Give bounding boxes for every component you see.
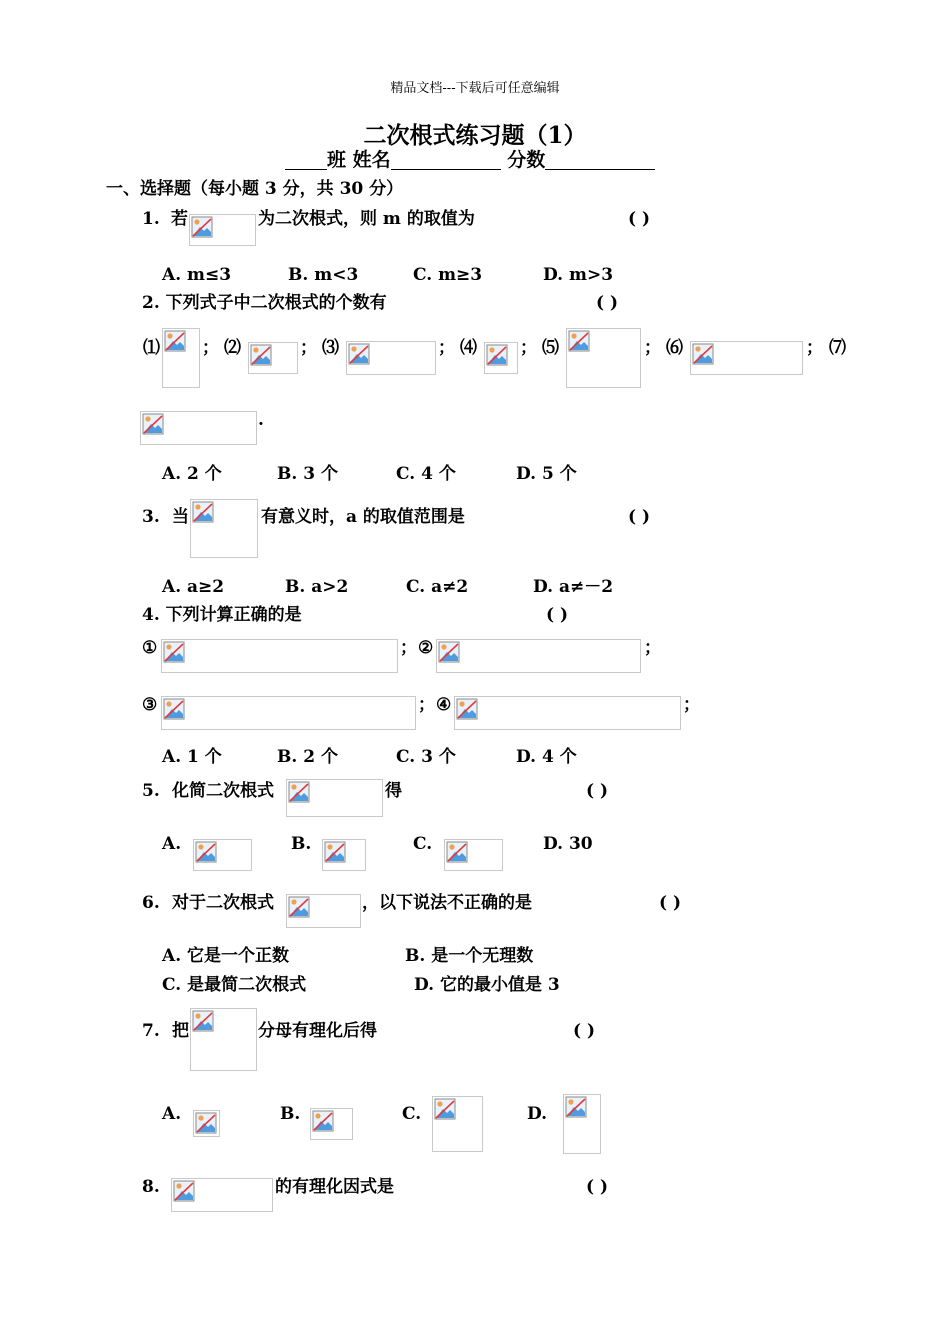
- broken-image-icon: [173, 1180, 195, 1202]
- broken-image-icon: [324, 841, 346, 863]
- q7-option-a[interactable]: A.: [162, 1104, 182, 1124]
- q3-number: 3.: [142, 507, 160, 527]
- q4-answer-paren[interactable]: ( ): [546, 605, 569, 625]
- q2-sep: ；: [438, 338, 455, 358]
- q2-expr-1-image: [162, 328, 200, 388]
- q6-option-d[interactable]: D. 它的最小值是 3: [414, 975, 560, 995]
- q2-sep: ；: [806, 338, 823, 358]
- broken-image-icon: [191, 216, 213, 238]
- q5-answer-paren[interactable]: ( ): [586, 781, 609, 801]
- q1-pre: 若: [171, 209, 188, 229]
- score-label: 分数: [507, 149, 546, 171]
- broken-image-icon: [434, 1098, 456, 1120]
- broken-image-icon: [250, 344, 272, 366]
- broken-image-icon: [438, 641, 460, 663]
- broken-image-icon: [195, 1112, 217, 1134]
- q4-circle-4: ④: [436, 695, 452, 715]
- class-label: 班: [327, 149, 347, 171]
- broken-image-icon: [692, 343, 714, 365]
- q6-option-c[interactable]: C. 是最简二次根式: [162, 975, 307, 995]
- q1-option-d[interactable]: D. m>3: [543, 265, 614, 285]
- q3-option-c[interactable]: C. a≠2: [406, 577, 469, 597]
- q4-calc-1-image: [161, 639, 398, 673]
- q7-option-b-image: [310, 1108, 353, 1140]
- q2-option-d[interactable]: D. 5 个: [516, 464, 577, 484]
- broken-image-icon: [288, 896, 310, 918]
- q6-stem: ，以下说法不正确的是: [362, 893, 532, 913]
- q4-calc-3-image: [161, 696, 416, 730]
- q1-option-c[interactable]: C. m≥3: [413, 265, 483, 285]
- broken-image-icon: [192, 1010, 214, 1032]
- q6-formula-image: [286, 894, 361, 928]
- q4-sep: ；: [683, 695, 700, 715]
- q2-expr-5-image: [566, 328, 641, 388]
- q2-label-1: ⑴: [143, 338, 160, 358]
- q3-stem: 有意义时，a 的取值范围是: [261, 507, 465, 527]
- q7-option-b[interactable]: B.: [280, 1104, 301, 1124]
- q7-option-c-image: [432, 1096, 483, 1152]
- q6-option-a[interactable]: A. 它是一个正数: [162, 946, 290, 966]
- q7-number: 7.: [142, 1021, 160, 1041]
- q7-stem: 分母有理化后得: [258, 1021, 377, 1041]
- q5-option-b[interactable]: B.: [291, 834, 312, 854]
- q5-formula-image: [286, 779, 383, 817]
- q2-answer-paren[interactable]: ( ): [596, 293, 619, 313]
- q5-option-d[interactable]: D. 30: [543, 834, 593, 854]
- q6-number: 6.: [142, 893, 160, 913]
- q5-option-a[interactable]: A.: [162, 834, 182, 854]
- q1-option-a[interactable]: A. m≤3: [162, 265, 232, 285]
- q2-sep: ；: [520, 338, 537, 358]
- broken-image-icon: [142, 413, 164, 435]
- q2-label-3: ⑶: [322, 338, 339, 358]
- q5-post: 得: [385, 781, 402, 801]
- q4-calc-2-image: [436, 639, 641, 673]
- q3-formula-image: [190, 499, 258, 558]
- q2-sep: ；: [300, 338, 317, 358]
- broken-image-icon: [348, 343, 370, 365]
- q2-label-4: ⑷: [460, 338, 477, 358]
- broken-image-icon: [163, 641, 185, 663]
- q4-calc-4-image: [454, 696, 681, 730]
- q2-label-6: ⑹: [666, 338, 683, 358]
- q6-pre: 对于二次根式: [172, 893, 274, 913]
- q1-formula-image: [189, 214, 256, 246]
- q2-sep: ；: [644, 338, 661, 358]
- q4-circle-3: ③: [142, 695, 158, 715]
- q3-answer-paren[interactable]: ( ): [628, 507, 651, 527]
- broken-image-icon: [565, 1096, 587, 1118]
- q3-option-a[interactable]: A. a≥2: [162, 577, 225, 597]
- q2-expr-2-image: [248, 342, 298, 374]
- q7-option-c[interactable]: C.: [402, 1104, 422, 1124]
- q2-option-c[interactable]: C. 4 个: [396, 464, 456, 484]
- q2-option-b[interactable]: B. 3 个: [277, 464, 338, 484]
- q5-number: 5.: [142, 781, 160, 801]
- q4-option-a[interactable]: A. 1 个: [162, 747, 222, 767]
- q7-answer-paren[interactable]: ( ): [573, 1021, 596, 1041]
- q8-formula-image: [171, 1178, 273, 1212]
- q6-option-b[interactable]: B. 是一个无理数: [405, 946, 534, 966]
- q4-circle-2: ②: [418, 638, 434, 658]
- q7-option-d-image: [563, 1094, 601, 1154]
- q4-sep: ；: [418, 695, 435, 715]
- class-blank[interactable]: [285, 151, 327, 170]
- q6-answer-paren[interactable]: ( ): [659, 893, 682, 913]
- q1-stem: 为二次根式，则 m 的取值为: [258, 209, 475, 229]
- q1-answer-paren[interactable]: ( ): [628, 209, 651, 229]
- q4-circle-1: ①: [142, 638, 158, 658]
- q7-option-a-image: [193, 1110, 220, 1137]
- q5-option-c-image: [444, 839, 503, 871]
- q5-option-b-image: [322, 839, 366, 871]
- q2-stem: 2. 下列式子中二次根式的个数有: [142, 293, 387, 313]
- q4-option-c[interactable]: C. 3 个: [396, 747, 456, 767]
- name-label: 姓名: [352, 149, 391, 171]
- q7-formula-image: [190, 1008, 257, 1071]
- broken-image-icon: [163, 698, 185, 720]
- q3-option-d[interactable]: D. a≠－2: [533, 577, 614, 597]
- student-info-line: [285, 150, 655, 170]
- q5-pre: 化简二次根式: [172, 781, 274, 801]
- q1-option-b[interactable]: B. m<3: [288, 265, 359, 285]
- q4-stem: 4. 下列计算正确的是: [142, 605, 302, 625]
- q8-number: 8.: [142, 1177, 160, 1197]
- q5-option-c[interactable]: C.: [413, 834, 433, 854]
- q3-pre: 当: [172, 507, 189, 527]
- score-blank[interactable]: [545, 151, 655, 170]
- broken-image-icon: [288, 781, 310, 803]
- name-blank[interactable]: [391, 151, 501, 170]
- broken-image-icon: [195, 841, 217, 863]
- broken-image-icon: [486, 344, 508, 366]
- q2-sep: ；: [202, 338, 219, 358]
- q2-label-7: ⑺: [829, 338, 846, 358]
- q8-stem: 的有理化因式是: [275, 1177, 394, 1197]
- broken-image-icon: [456, 698, 478, 720]
- q5-option-a-image: [193, 839, 252, 871]
- q2-expr-3-image: [346, 341, 436, 375]
- q2-end: .: [258, 410, 264, 430]
- q7-pre: 把: [172, 1021, 189, 1041]
- q1-number: 1.: [142, 209, 160, 229]
- broken-image-icon: [164, 330, 186, 352]
- section-heading: 一、选择题（每小题 3 分，共 30 分）: [106, 179, 404, 199]
- broken-image-icon: [446, 841, 468, 863]
- page-title: 二次根式练习题（1）: [363, 122, 587, 149]
- q2-label-2: ⑵: [224, 338, 241, 358]
- q4-option-b[interactable]: B. 2 个: [277, 747, 338, 767]
- q2-label-5: ⑸: [542, 338, 559, 358]
- broken-image-icon: [568, 330, 590, 352]
- q3-option-b[interactable]: B. a>2: [285, 577, 349, 597]
- q2-expr-4-image: [484, 342, 518, 374]
- broken-image-icon: [192, 501, 214, 523]
- q2-option-a[interactable]: A. 2 个: [162, 464, 222, 484]
- q4-option-d[interactable]: D. 4 个: [516, 747, 577, 767]
- q4-sep: ；: [644, 638, 661, 658]
- q2-expr-6-image: [690, 341, 803, 375]
- q2-expr-7-image: [140, 411, 257, 445]
- q8-answer-paren[interactable]: ( ): [586, 1177, 609, 1197]
- broken-image-icon: [312, 1110, 334, 1132]
- q4-sep: ；: [400, 638, 417, 658]
- q7-option-d[interactable]: D.: [527, 1104, 548, 1124]
- page-header: 精品文档---下载后可任意编辑: [390, 81, 560, 96]
